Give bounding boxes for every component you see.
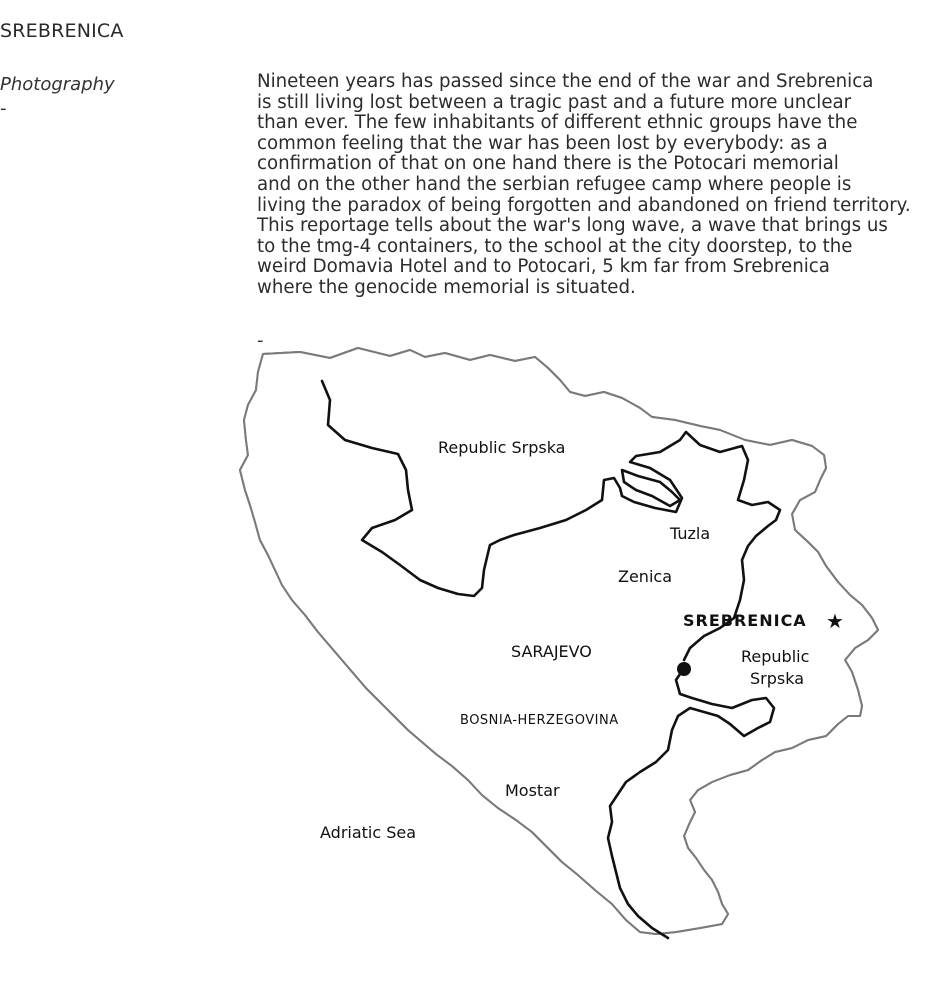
label-republic-srpska-east-line2: Srpska xyxy=(750,669,805,688)
label-republic-srpska-north: Republic Srpska xyxy=(438,438,566,457)
label-mostar: Mostar xyxy=(505,781,560,800)
description-text: Nineteen years has passed since the end of the war and Srebrenica is still living lost between a tragic past and a future more unclear than ever. The few inhabitants of different ethnic groups have the common feeling that the war has been lost by everybody: as a confirmation of that on one hand there is the Potocari memorial and on the other hand the serbian refugee camp where people is living the paradox of being forgotten and abandoned on friend territory. This reportage tells about the war's long wave, a wave that brings us to the tmg-4 containers, to the school at the city doorstep, to the weird Domavia Hotel and to Potocari, 5 km far from Srebrenica where the genocide memorial is situated. xyxy=(257,71,911,298)
label-tuzla: Tuzla xyxy=(670,524,711,543)
country-shape xyxy=(240,348,878,934)
label-srebrenica: SREBRENICA xyxy=(683,611,807,630)
srebrenica-location-dot xyxy=(677,662,691,676)
label-sarajevo: SARAJEVO xyxy=(511,642,592,661)
category-separator: - xyxy=(0,98,7,119)
label-bosnia-herzegovina: BOSNIA-HERZEGOVINA xyxy=(460,713,619,728)
category-link[interactable]: Photography xyxy=(0,74,115,95)
description-separator: - xyxy=(257,330,264,351)
label-adriatic-sea: Adriatic Sea xyxy=(320,823,417,842)
label-zenica: Zenica xyxy=(618,567,672,586)
star-icon: ★ xyxy=(826,609,844,633)
page-title: SREBRENICA xyxy=(0,20,124,42)
label-republic-srpska-east-line1: Republic xyxy=(741,647,810,666)
